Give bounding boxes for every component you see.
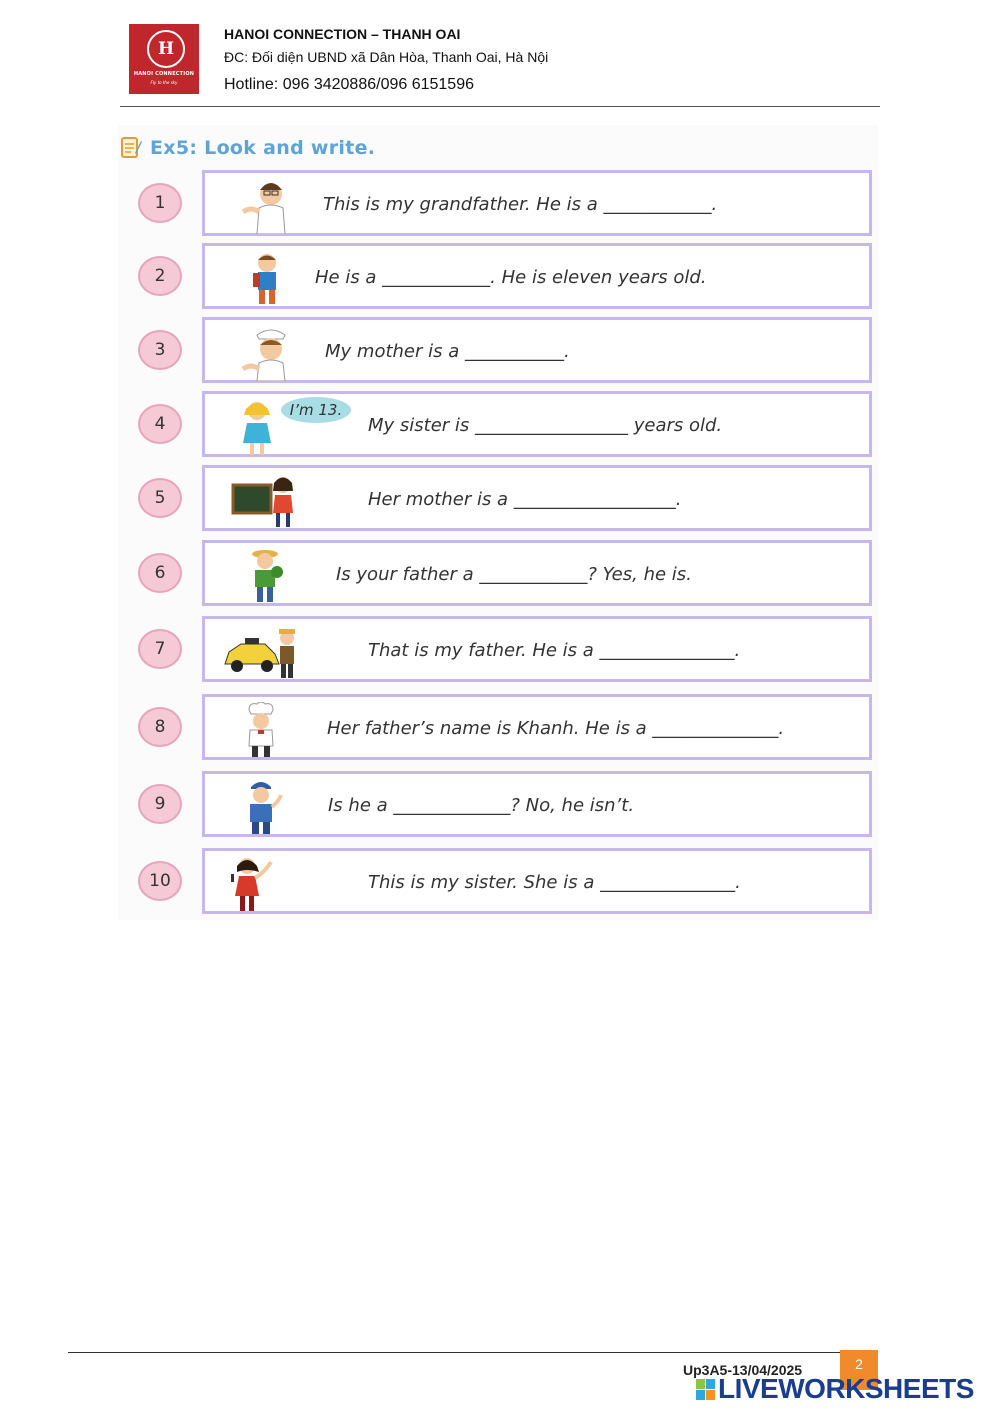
document-code: Up3A5-13/04/2025: [683, 1362, 803, 1378]
exercise-item: [118, 771, 878, 839]
item-box: [202, 170, 872, 236]
doctor-icon: [235, 178, 295, 234]
exercise-item: [118, 391, 878, 459]
item-number: 4: [138, 404, 182, 444]
exercise-item: [118, 465, 878, 533]
teacher-icon: [231, 473, 301, 529]
item-number: 6: [138, 553, 182, 593]
item-box: [202, 391, 872, 457]
item-sentence: My sister is _________________ years old.: [368, 415, 723, 436]
logo-mark: H: [147, 30, 185, 68]
pupil-icon: [239, 251, 299, 307]
item-box: [202, 694, 872, 760]
logo-brand: HANOI CONNECTION: [133, 71, 195, 77]
watermark-text: LIVEWORKSHEETS: [718, 1373, 974, 1404]
item-sentence: He is a ____________. He is eleven years old.: [315, 267, 707, 288]
page-header: [0, 0, 1000, 110]
farmer-icon: [239, 548, 299, 604]
exercise-title: Ex5: Look and write.: [150, 137, 376, 159]
item-sentence: Is your father a ____________? Yes, he is.: [336, 564, 692, 585]
item-box: [202, 243, 872, 309]
school-address: ĐC: Đối diện UBND xã Dân Hòa, Thanh Oai, Hà Nội: [224, 49, 549, 65]
item-sentence: Is he a _____________? No, he isn’t.: [328, 795, 635, 816]
exercise-item: [118, 694, 878, 762]
item-sentence: Her mother is a __________________.: [368, 489, 682, 510]
item-number: 5: [138, 478, 182, 518]
item-number: 2: [138, 256, 182, 296]
item-number: 7: [138, 629, 182, 669]
logo-slogan: Fly to the sky: [150, 80, 178, 85]
item-number: 9: [138, 784, 182, 824]
liveworksheets-logo-icon: [696, 1379, 716, 1401]
item-box: [202, 848, 872, 914]
cook-icon: [235, 702, 295, 758]
item-sentence: That is my father. He is a _______________.: [368, 640, 741, 661]
nurse-icon: [235, 325, 295, 381]
item-box: [202, 317, 872, 383]
exercise-panel: [118, 125, 878, 920]
school-logo: [129, 24, 199, 94]
item-box: [202, 771, 872, 837]
exercise-item: [118, 616, 878, 684]
item-sentence: Her father’s name is Khanh. He is a ______________.: [327, 718, 785, 739]
item-number: 10: [138, 861, 182, 901]
page-number: 2: [840, 1350, 878, 1390]
item-box: [202, 540, 872, 606]
notepad-icon: [120, 135, 142, 159]
exercise-item: [118, 243, 878, 311]
school-name: HANOI CONNECTION – THANH OAI: [224, 26, 461, 42]
exercise-item: [118, 317, 878, 385]
exercise-item: [118, 540, 878, 608]
item-number: 1: [138, 183, 182, 223]
header-divider: [120, 106, 880, 107]
singer-icon: [225, 856, 285, 912]
item-sentence: This is my grandfather. He is a ____________.: [323, 194, 718, 215]
exercise-item: [118, 170, 878, 238]
worker-icon: [235, 779, 295, 835]
item-number: 8: [138, 707, 182, 747]
speech-bubble: I’m 13.: [281, 397, 351, 423]
item-box: [202, 616, 872, 682]
taxi-driver-icon: [221, 624, 301, 680]
item-sentence: This is my sister. She is a _______________.: [368, 872, 741, 893]
item-box: [202, 465, 872, 531]
footer-divider: [68, 1352, 866, 1353]
hotline: Hotline: 096 3420886/096 6151596: [224, 76, 474, 93]
item-number: 3: [138, 330, 182, 370]
exercise-item: [118, 848, 878, 916]
item-sentence: My mother is a ___________.: [325, 341, 570, 362]
